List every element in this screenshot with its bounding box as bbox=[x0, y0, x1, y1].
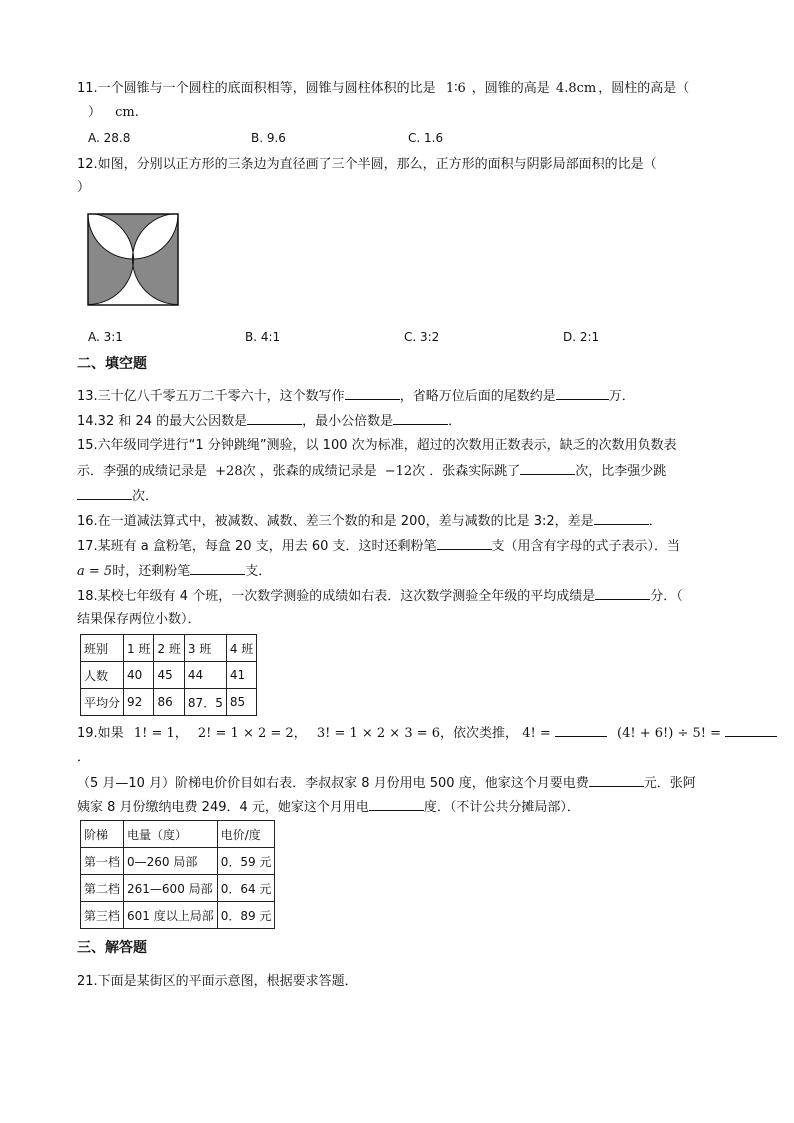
answer-blank[interactable] bbox=[520, 462, 575, 475]
answer-blank[interactable] bbox=[725, 724, 777, 737]
zhangsen-record: −12次 bbox=[384, 464, 426, 479]
question-12: 12.如图，分别以正方形的三条边为直径画了三个半圆，那么，正方形的面积与阴影局部面积的比是（ bbox=[77, 157, 657, 172]
question-17: 17.某班有 a 盒粉笔，每盒 20 支，用去 60 支．这时还剩粉笔 支（用含有字母的式子表示）．当 bbox=[77, 539, 681, 554]
question-18: 18.某校七年级有 4 个班，一次数学测验的成绩如右表．这次数学测验全年级的平均成绩是 分．（ bbox=[77, 589, 683, 604]
square-semicircles-figure bbox=[87, 213, 179, 307]
volume-ratio: 1∶6 bbox=[445, 81, 466, 96]
question-17-line2: a = 5时，还剩粉笔 支． bbox=[77, 564, 272, 579]
electricity-price-table bbox=[80, 820, 275, 929]
question-18-line2: 结果保存两位小数）． bbox=[77, 612, 201, 627]
table-row: 人数 40 45 44 41 bbox=[81, 662, 257, 689]
table-row: 第一档 0—260 局部 0．59 元 bbox=[81, 848, 275, 875]
table-row: 班别 1 班 2 班 3 班 4 班 bbox=[81, 635, 257, 662]
answer-blank[interactable] bbox=[595, 587, 650, 600]
question-15-line2: 示．李强的成绩记录是 +28次 ，张森的成绩记录是 −12次 ．张森实际跳了 次，比李强少跳 bbox=[77, 464, 667, 479]
table-row: 第二档 261—600 局部 0．64 元 bbox=[81, 875, 275, 902]
answer-blank[interactable] bbox=[393, 412, 448, 425]
table-row: 阶梯 电量（度） 电价/度 bbox=[81, 821, 275, 848]
table-row: 平均分 92 86 87．5 85 bbox=[81, 689, 257, 716]
question-11: 11.一个圆锥与一个圆柱的底面积相等，圆锥与圆柱体积的比是 1∶6 ，圆锥的高是 4.8cm ，圆柱的高是（ bbox=[77, 81, 690, 96]
question-14: 14.32 和 24 的最大公因数是 ，最小公倍数是 ． bbox=[77, 414, 462, 429]
table-row: 第三档 601 度以上局部 0．89 元 bbox=[81, 902, 275, 929]
section-heading-problems: 三、解答题 bbox=[77, 940, 147, 956]
answer-blank[interactable] bbox=[77, 487, 132, 500]
question-15-line3: 次． bbox=[77, 487, 158, 506]
option-c[interactable]: C. 3:2 bbox=[404, 330, 440, 344]
option-b[interactable]: B. 4:1 bbox=[245, 330, 281, 344]
question-15: 15.六年级同学进行“1 分钟跳绳”测验，以 100 次为标准，超过的次数用正数表示，缺乏的次数用负数表 bbox=[77, 438, 677, 453]
question-12-line2: ） bbox=[77, 180, 91, 195]
question-13: 13.三十亿八千零五万二千零六十，这个数写作 ，省略万位后面的尾数约是 万． bbox=[77, 389, 635, 404]
answer-blank[interactable] bbox=[556, 387, 609, 400]
option-a[interactable]: A. 3:1 bbox=[88, 330, 123, 344]
option-c[interactable]: C. 1.6 bbox=[408, 131, 444, 145]
question-16: 16.在一道减法算式中，被减数、减数、差三个数的和是 200，差与减数的比是 3:2，差是 ． bbox=[77, 514, 662, 529]
liqiang-record: +28次 bbox=[215, 464, 256, 479]
option-b[interactable]: B. 9.6 bbox=[251, 131, 286, 145]
answer-blank[interactable] bbox=[190, 562, 245, 575]
option-d[interactable]: D. 2:1 bbox=[563, 330, 600, 344]
answer-blank[interactable] bbox=[345, 387, 400, 400]
answer-blank[interactable] bbox=[247, 412, 302, 425]
section-heading-fill-in: 二、填空题 bbox=[77, 356, 147, 372]
answer-blank[interactable] bbox=[437, 537, 492, 550]
question-19-period: ． bbox=[77, 750, 91, 765]
answer-blank[interactable] bbox=[369, 798, 424, 811]
question-20-line2: 姨家 8 月份缴纳电费 249．4 元，她家这个月用电 度．（不计公共分摊局部）． bbox=[77, 800, 580, 815]
option-a[interactable]: A. 28.8 bbox=[88, 131, 131, 145]
cone-height: 4.8cm bbox=[555, 81, 597, 96]
answer-blank[interactable] bbox=[555, 724, 607, 737]
class-scores-table bbox=[80, 634, 257, 716]
answer-blank[interactable] bbox=[594, 512, 649, 525]
question-20: （5 月—10 月）阶梯电价价目如右表．李叔叔家 8 月份用电 500 度，他家这个月要电费 元．张阿 bbox=[77, 776, 696, 791]
question-21: 21.下面是某街区的平面示意图，根据要求答题． bbox=[77, 974, 358, 989]
question-11-line2: ） cm. bbox=[88, 105, 139, 120]
answer-blank[interactable] bbox=[589, 774, 644, 787]
question-19: 19.如果 1! = 1， 2! = 1 × 2 = 2， 3! = 1 × 2 × 3 = 6，依次类推， 4! = (4! + 6!) ÷ 5! = bbox=[77, 724, 777, 743]
